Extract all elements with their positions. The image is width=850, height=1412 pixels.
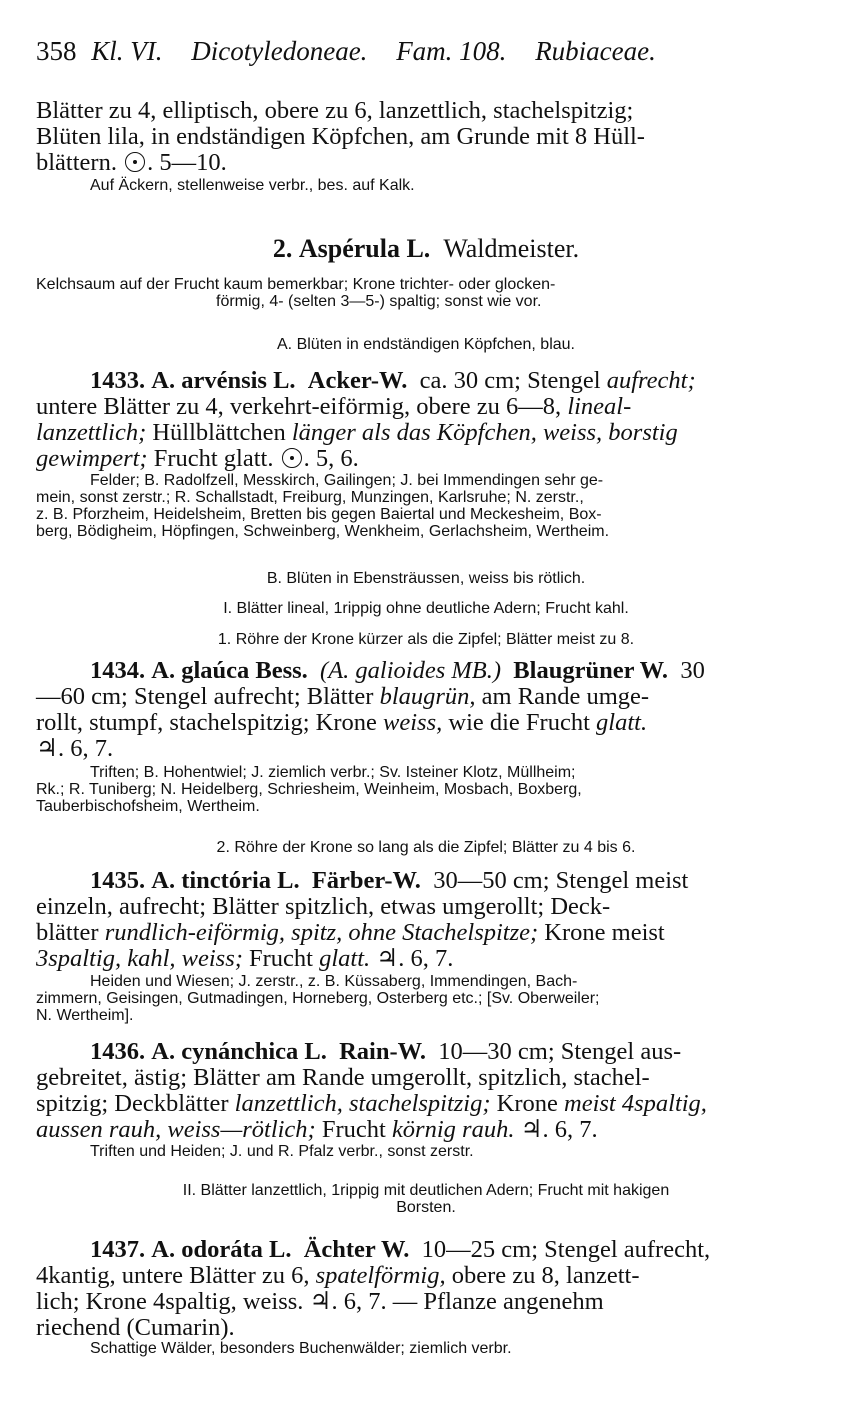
subsection-i-heading: I. Blätter lineal, 1rippig ohne deutliche Adern; Frucht kahl. (223, 600, 629, 617)
genus-desc-line-1: Kelchsaum auf der Frucht kaum bemerkbar; Krone trichter- oder glocken- (36, 276, 556, 293)
genus-common-name: Waldmeister. (443, 234, 580, 263)
intro-line-1: Blätter zu 4, elliptisch, obere zu 6, lanzettlich, stachelspitzig; (36, 97, 634, 124)
intro-locality: Auf Äckern, stellenweise verbr., bes. auf Kalk. (90, 177, 415, 194)
species-1437-line-4: riechend (Cumarin). (36, 1314, 235, 1341)
species-1434-line-2: —60 cm; Stengel aufrecht; Blätter blaugrün, am Rande umge- (36, 683, 650, 710)
species-1433-line-3: lanzettlich; Hüllblättchen länger als das Köpfchen, weiss, borstig (36, 419, 678, 446)
species-1433 (36, 368, 816, 472)
species-1434-line-1: 1434. A. glaúca Bess. (A. galioides MB.) Blaugrüner W. 30 (90, 657, 705, 684)
subsection-1-heading: 1. Röhre der Krone kürzer als die Zipfel; Blätter meist zu 8. (217, 631, 635, 648)
genus-description (36, 276, 816, 310)
species-1434 (36, 658, 816, 762)
header-division: Dicotyledoneae. (191, 36, 368, 66)
genus-number: 2. (272, 234, 293, 263)
header-family-name: Rubiaceae. (535, 36, 656, 66)
species-1435-line-4: 3spaltig, kahl, weiss; Frucht glatt. ♃. 6, 7. (36, 945, 454, 972)
species-1435-line-2: einzeln, aufrecht; Blätter spitzlich, etwas umgerollt; Deck- (36, 893, 611, 920)
species-1437-locality: Schattige Wälder, besonders Buchenwälder; ziemlich verbr. (90, 1340, 512, 1357)
species-1437 (36, 1237, 816, 1341)
species-1435-line-3: blätter rundlich-eiförmig, spitz, ohne Stachelspitze; Krone meist (36, 919, 665, 946)
species-1433-locality: Felder; B. Radolfzell, Messkirch, Gailingen; J. bei Immendingen sehr ge- mein, sonst zerstr.; R. Schallstadt, Freiburg, Munzingen, Karlsruhe; N. zerstr., z. B. Pforzheim, Heidelsheim, Bretten bis gegen Baiertal und Meckesheim, Box- berg, Bödigheim, Höpfingen, Schweinberg, Wenkheim, Gerlachsheim, Wertheim. (36, 472, 610, 540)
species-1435-locality: Heiden und Wiesen; J. zerstr., z. B. Küssaberg, Immendingen, Bach- zimmern, Geisingen, Gutmadingen, Horneberg, Osterberg etc.; [Sv. Oberweiler; N. Wertheim]. (36, 973, 600, 1024)
species-1436-line-4: aussen rauh, weiss—rötlich; Frucht körnig rauh. ♃. 6, 7. (36, 1116, 598, 1143)
subsection-ii-heading: II. Blätter lanzettlich, 1rippig mit deutlichen Adern; Frucht mit hakigen Borsten. (182, 1182, 670, 1216)
intro-line-3: blättern. . 5—10. (36, 149, 227, 176)
species-1434-locality: Triften; B. Hohentwiel; J. ziemlich verbr.; Sv. Isteiner Klotz, Müllheim; Rk.; R. Tuniberg; N. Heidelberg, Schriesheim, Weinheim, Mosbach, Boxberg, Tauberbischofsheim, Wertheim. (36, 764, 582, 815)
species-1437-line-2: 4kantig, untere Blätter zu 6, spatelförmig, obere zu 8, lanzett- (36, 1262, 640, 1289)
species-1433-line-1: 1433. A. arvénsis L. Acker-W. ca. 30 cm; Stengel aufrecht; (90, 367, 696, 394)
header-class: Kl. VI. (91, 36, 163, 66)
species-1434-line-4: ♃. 6, 7. (36, 735, 114, 762)
species-1434-line-3: rollt, stumpf, stachelspitzig; Krone weiss, wie die Frucht glatt. (36, 709, 648, 736)
species-1435 (36, 868, 816, 972)
intro-paragraph (36, 98, 816, 176)
genus-heading (36, 234, 816, 264)
species-1436-line-3: spitzig; Deckblätter lanzettlich, stachelspitzig; Krone meist 4spaltig, (36, 1090, 707, 1117)
annual-symbol-icon (282, 448, 302, 468)
species-1436-line-2: gebreitet, ästig; Blätter am Rande umgerollt, spitzlich, stachel- (36, 1064, 650, 1091)
section-a-heading: A. Blüten in endständigen Köpfchen, blau. (277, 336, 575, 353)
genus-desc-line-2: förmig, 4- (selten 3—5-) spaltig; sonst wie vor. (216, 293, 542, 310)
page-number: 358 (36, 36, 77, 66)
intro-line-2: Blüten lila, in endständigen Köpfchen, am Grunde mit 8 Hüll- (36, 123, 645, 150)
header-family: Fam. 108. (396, 36, 507, 66)
species-1435-line-1: 1435. A. tinctória L. Färber-W. 30—50 cm; Stengel meist (90, 867, 689, 894)
species-1437-line-1: 1437. A. odoráta L. Ächter W. 10—25 cm; Stengel aufrecht, (90, 1236, 711, 1263)
section-b-heading: B. Blüten in Ebensträussen, weiss bis rötlich. (266, 570, 586, 587)
species-1436-line-1: 1436. A. cynánchica L. Rain-W. 10—30 cm; Stengel aus- (90, 1038, 682, 1065)
species-1437-line-3: lich; Krone 4spaltig, weiss. ♃. 6, 7. — Pflanze angenehm (36, 1288, 604, 1315)
species-1433-line-2: untere Blätter zu 4, verkehrt-eiförmig, obere zu 6—8, lineal- (36, 393, 632, 420)
species-1433-line-4: gewimpert; Frucht glatt. . 5, 6. (36, 445, 359, 472)
species-1436-locality: Triften und Heiden; J. und R. Pfalz verbr., sonst zerstr. (90, 1143, 474, 1160)
species-1436 (36, 1039, 816, 1143)
annual-symbol-icon (125, 152, 145, 172)
genus-name: Aspérula L. (298, 234, 431, 263)
subsection-2-heading: 2. Röhre der Krone so lang als die Zipfel; Blätter zu 4 bis 6. (216, 839, 636, 856)
running-header (36, 36, 816, 66)
